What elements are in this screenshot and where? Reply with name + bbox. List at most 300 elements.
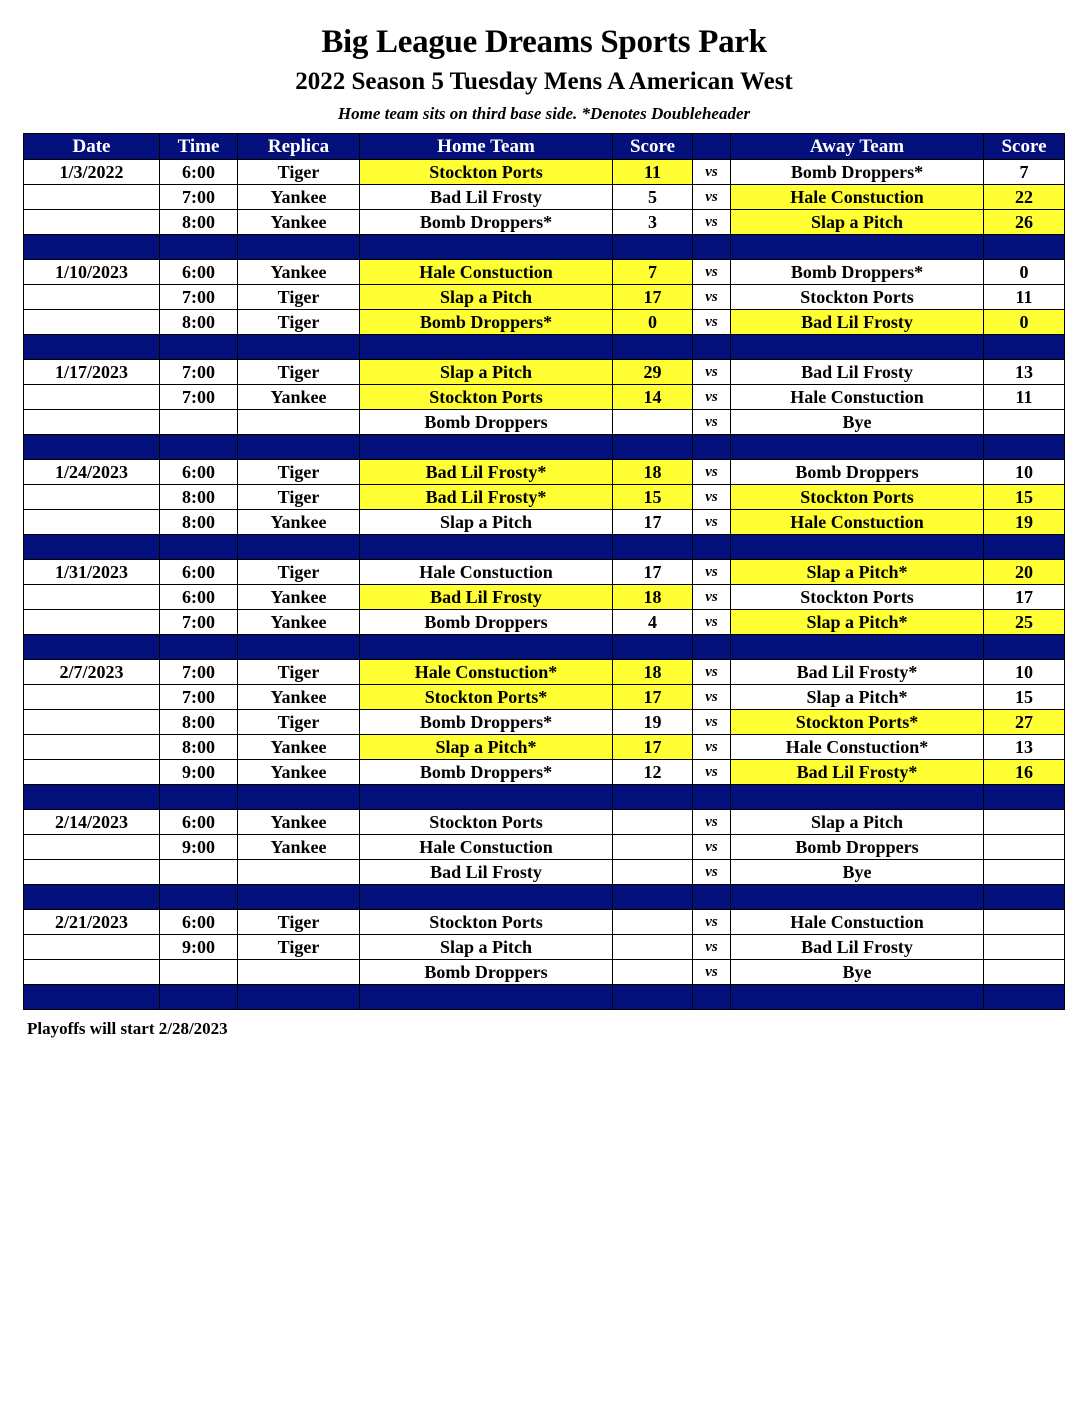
home-team-cell: Stockton Ports	[360, 160, 613, 185]
table-row	[24, 310, 1065, 335]
home-team-cell: Bad Lil Frosty*	[360, 460, 613, 485]
away-team-cell: Hale Constuction	[731, 510, 984, 535]
time-cell: 8:00	[160, 210, 238, 235]
home-team-cell: Hale Constuction	[360, 260, 613, 285]
separator-cell	[360, 435, 613, 460]
separator-cell	[238, 335, 360, 360]
vs-cell: vs	[693, 760, 731, 785]
table-row	[24, 710, 1065, 735]
vs-cell: vs	[693, 660, 731, 685]
table-header-row	[24, 134, 1065, 160]
away-score-cell: 25	[984, 610, 1065, 635]
separator-cell	[160, 785, 238, 810]
date-cell: 2/21/2023	[24, 910, 160, 935]
date-cell	[24, 935, 160, 960]
replica-cell: Yankee	[238, 210, 360, 235]
home-team-cell: Slap a Pitch*	[360, 735, 613, 760]
col-header-time: Time	[160, 134, 238, 160]
home-score-cell: 5	[613, 185, 693, 210]
date-cell	[24, 585, 160, 610]
home-team-cell: Stockton Ports	[360, 910, 613, 935]
time-cell: 6:00	[160, 810, 238, 835]
away-score-cell: 15	[984, 485, 1065, 510]
home-score-cell: 18	[613, 660, 693, 685]
replica-cell: Tiger	[238, 160, 360, 185]
home-score-cell: 18	[613, 460, 693, 485]
table-row	[24, 910, 1065, 935]
home-score-cell	[613, 960, 693, 985]
away-score-cell: 16	[984, 760, 1065, 785]
time-cell: 6:00	[160, 585, 238, 610]
home-team-cell: Bomb Droppers	[360, 410, 613, 435]
home-team-cell: Bad Lil Frosty	[360, 185, 613, 210]
replica-cell: Tiger	[238, 910, 360, 935]
separator-cell	[24, 635, 160, 660]
separator-cell	[693, 535, 731, 560]
away-score-cell: 0	[984, 310, 1065, 335]
home-team-cell: Bad Lil Frosty	[360, 860, 613, 885]
separator-cell	[693, 785, 731, 810]
replica-cell: Tiger	[238, 660, 360, 685]
replica-cell: Tiger	[238, 310, 360, 335]
home-team-cell: Slap a Pitch	[360, 360, 613, 385]
date-cell: 1/24/2023	[24, 460, 160, 485]
home-score-cell: 18	[613, 585, 693, 610]
separator-cell	[160, 235, 238, 260]
table-row	[24, 585, 1065, 610]
separator-cell	[613, 785, 693, 810]
date-cell	[24, 960, 160, 985]
away-team-cell: Bad Lil Frosty	[731, 310, 984, 335]
date-cell: 1/3/2022	[24, 160, 160, 185]
separator-cell	[160, 535, 238, 560]
separator-cell	[731, 785, 984, 810]
separator-cell	[613, 335, 693, 360]
away-team-cell: Bad Lil Frosty*	[731, 760, 984, 785]
home-score-cell	[613, 835, 693, 860]
away-score-cell: 13	[984, 735, 1065, 760]
col-header-away-team: Away Team	[731, 134, 984, 160]
table-row	[24, 410, 1065, 435]
schedule-table	[23, 133, 1065, 1010]
table-row	[24, 810, 1065, 835]
table-row	[24, 835, 1065, 860]
separator-cell	[613, 535, 693, 560]
home-team-cell: Bomb Droppers	[360, 960, 613, 985]
date-cell	[24, 610, 160, 635]
vs-cell: vs	[693, 385, 731, 410]
page-subtitle: 2022 Season 5 Tuesday Mens A American West	[295, 68, 793, 95]
replica-cell: Yankee	[238, 810, 360, 835]
vs-cell: vs	[693, 960, 731, 985]
vs-cell: vs	[693, 735, 731, 760]
date-cell	[24, 185, 160, 210]
separator-cell	[613, 885, 693, 910]
table-row	[24, 460, 1065, 485]
away-team-cell: Bad Lil Frosty	[731, 935, 984, 960]
away-score-cell	[984, 910, 1065, 935]
replica-cell: Tiger	[238, 360, 360, 385]
time-cell: 6:00	[160, 260, 238, 285]
away-score-cell: 0	[984, 260, 1065, 285]
separator-cell	[24, 435, 160, 460]
home-score-cell: 17	[613, 510, 693, 535]
away-team-cell: Bomb Droppers	[731, 835, 984, 860]
col-header-away-score: Score	[984, 134, 1065, 160]
separator-cell	[693, 435, 731, 460]
table-row	[24, 285, 1065, 310]
date-cell	[24, 510, 160, 535]
week-separator-row	[24, 235, 1065, 260]
away-team-cell: Slap a Pitch	[731, 210, 984, 235]
vs-cell: vs	[693, 410, 731, 435]
away-team-cell: Slap a Pitch*	[731, 610, 984, 635]
separator-cell	[160, 635, 238, 660]
away-score-cell: 7	[984, 160, 1065, 185]
week-separator-row	[24, 985, 1065, 1010]
vs-cell: vs	[693, 610, 731, 635]
home-team-cell: Hale Constuction	[360, 560, 613, 585]
time-cell: 7:00	[160, 610, 238, 635]
date-cell	[24, 485, 160, 510]
replica-cell: Yankee	[238, 185, 360, 210]
date-cell: 1/31/2023	[24, 560, 160, 585]
date-cell: 1/17/2023	[24, 360, 160, 385]
date-cell	[24, 760, 160, 785]
separator-cell	[360, 535, 613, 560]
vs-cell: vs	[693, 185, 731, 210]
replica-cell: Yankee	[238, 610, 360, 635]
separator-cell	[693, 235, 731, 260]
home-score-cell: 17	[613, 735, 693, 760]
page-note: Home team sits on third base side. *Denotes Doubleheader	[337, 104, 751, 123]
away-score-cell: 13	[984, 360, 1065, 385]
week-separator-row	[24, 785, 1065, 810]
away-team-cell: Slap a Pitch	[731, 810, 984, 835]
col-header-vs	[693, 134, 731, 160]
schedule-body	[24, 160, 1065, 1010]
away-team-cell: Bomb Droppers	[731, 460, 984, 485]
home-team-cell: Slap a Pitch	[360, 935, 613, 960]
date-cell	[24, 735, 160, 760]
home-team-cell: Hale Constuction	[360, 835, 613, 860]
away-team-cell: Bye	[731, 410, 984, 435]
date-cell	[24, 285, 160, 310]
away-team-cell: Hale Constuction	[731, 910, 984, 935]
home-score-cell: 15	[613, 485, 693, 510]
separator-cell	[360, 635, 613, 660]
away-score-cell: 26	[984, 210, 1065, 235]
away-team-cell: Hale Constuction*	[731, 735, 984, 760]
time-cell: 6:00	[160, 910, 238, 935]
home-score-cell: 11	[613, 160, 693, 185]
separator-cell	[984, 635, 1065, 660]
home-team-cell: Bomb Droppers	[360, 610, 613, 635]
home-team-cell: Bomb Droppers*	[360, 210, 613, 235]
table-row	[24, 260, 1065, 285]
away-score-cell	[984, 860, 1065, 885]
vs-cell: vs	[693, 710, 731, 735]
replica-cell: Tiger	[238, 935, 360, 960]
time-cell: 7:00	[160, 360, 238, 385]
separator-cell	[24, 785, 160, 810]
away-score-cell: 11	[984, 285, 1065, 310]
away-score-cell: 17	[984, 585, 1065, 610]
time-cell: 7:00	[160, 660, 238, 685]
playoffs-note: Playoffs will start 2/28/2023	[27, 1019, 228, 1038]
vs-cell: vs	[693, 310, 731, 335]
away-score-cell	[984, 810, 1065, 835]
page-title: Big League Dreams Sports Park	[321, 24, 767, 60]
replica-cell: Yankee	[238, 760, 360, 785]
table-row	[24, 510, 1065, 535]
time-cell: 6:00	[160, 560, 238, 585]
vs-cell: vs	[693, 485, 731, 510]
separator-cell	[238, 985, 360, 1010]
table-row	[24, 360, 1065, 385]
vs-cell: vs	[693, 210, 731, 235]
separator-cell	[731, 435, 984, 460]
date-cell: 1/10/2023	[24, 260, 160, 285]
separator-cell	[360, 885, 613, 910]
home-score-cell: 17	[613, 685, 693, 710]
separator-cell	[238, 885, 360, 910]
separator-cell	[984, 435, 1065, 460]
week-separator-row	[24, 635, 1065, 660]
vs-cell: vs	[693, 935, 731, 960]
time-cell	[160, 860, 238, 885]
home-team-cell: Stockton Ports	[360, 385, 613, 410]
away-team-cell: Bye	[731, 860, 984, 885]
vs-cell: vs	[693, 285, 731, 310]
separator-cell	[984, 335, 1065, 360]
table-row	[24, 160, 1065, 185]
date-cell	[24, 410, 160, 435]
home-team-cell: Bomb Droppers*	[360, 710, 613, 735]
separator-cell	[360, 335, 613, 360]
separator-cell	[731, 985, 984, 1010]
away-score-cell: 10	[984, 660, 1065, 685]
home-team-cell: Slap a Pitch	[360, 510, 613, 535]
week-separator-row	[24, 435, 1065, 460]
replica-cell	[238, 960, 360, 985]
away-team-cell: Bye	[731, 960, 984, 985]
away-score-cell: 11	[984, 385, 1065, 410]
table-row	[24, 735, 1065, 760]
time-cell: 9:00	[160, 935, 238, 960]
separator-cell	[731, 335, 984, 360]
separator-cell	[238, 635, 360, 660]
col-header-home-score: Score	[613, 134, 693, 160]
away-team-cell: Stockton Ports*	[731, 710, 984, 735]
date-cell	[24, 210, 160, 235]
away-team-cell: Slap a Pitch*	[731, 560, 984, 585]
vs-cell: vs	[693, 260, 731, 285]
replica-cell: Yankee	[238, 385, 360, 410]
home-score-cell: 7	[613, 260, 693, 285]
away-score-cell	[984, 835, 1065, 860]
away-team-cell: Stockton Ports	[731, 585, 984, 610]
separator-cell	[24, 235, 160, 260]
vs-cell: vs	[693, 160, 731, 185]
separator-cell	[238, 785, 360, 810]
vs-cell: vs	[693, 510, 731, 535]
separator-cell	[238, 535, 360, 560]
separator-cell	[693, 635, 731, 660]
away-team-cell: Bad Lil Frosty	[731, 360, 984, 385]
date-cell: 2/14/2023	[24, 810, 160, 835]
separator-cell	[731, 535, 984, 560]
separator-cell	[238, 235, 360, 260]
date-cell	[24, 835, 160, 860]
away-score-cell: 20	[984, 560, 1065, 585]
home-team-cell: Stockton Ports	[360, 810, 613, 835]
vs-cell: vs	[693, 835, 731, 860]
home-score-cell: 14	[613, 385, 693, 410]
time-cell: 8:00	[160, 710, 238, 735]
table-row	[24, 210, 1065, 235]
vs-cell: vs	[693, 810, 731, 835]
separator-cell	[360, 985, 613, 1010]
away-score-cell: 22	[984, 185, 1065, 210]
vs-cell: vs	[693, 860, 731, 885]
vs-cell: vs	[693, 360, 731, 385]
home-score-cell: 4	[613, 610, 693, 635]
separator-cell	[984, 535, 1065, 560]
replica-cell	[238, 410, 360, 435]
home-score-cell	[613, 910, 693, 935]
away-score-cell	[984, 960, 1065, 985]
table-row	[24, 385, 1065, 410]
time-cell: 8:00	[160, 485, 238, 510]
separator-cell	[613, 235, 693, 260]
home-score-cell	[613, 410, 693, 435]
time-cell: 7:00	[160, 185, 238, 210]
separator-cell	[24, 335, 160, 360]
time-cell: 7:00	[160, 385, 238, 410]
col-header-home-team: Home Team	[360, 134, 613, 160]
home-score-cell: 17	[613, 560, 693, 585]
date-cell	[24, 310, 160, 335]
replica-cell: Tiger	[238, 460, 360, 485]
away-team-cell: Stockton Ports	[731, 285, 984, 310]
away-score-cell: 27	[984, 710, 1065, 735]
separator-cell	[984, 885, 1065, 910]
home-score-cell: 19	[613, 710, 693, 735]
col-header-date: Date	[24, 134, 160, 160]
separator-cell	[613, 435, 693, 460]
vs-cell: vs	[693, 585, 731, 610]
table-row	[24, 660, 1065, 685]
replica-cell: Yankee	[238, 260, 360, 285]
replica-cell: Tiger	[238, 285, 360, 310]
replica-cell: Yankee	[238, 585, 360, 610]
replica-cell: Tiger	[238, 710, 360, 735]
home-team-cell: Slap a Pitch	[360, 285, 613, 310]
separator-cell	[160, 335, 238, 360]
home-score-cell: 17	[613, 285, 693, 310]
table-row	[24, 185, 1065, 210]
separator-cell	[731, 235, 984, 260]
replica-cell: Yankee	[238, 835, 360, 860]
date-cell: 2/7/2023	[24, 660, 160, 685]
separator-cell	[613, 635, 693, 660]
separator-cell	[693, 335, 731, 360]
away-score-cell	[984, 935, 1065, 960]
separator-cell	[160, 435, 238, 460]
away-team-cell: Hale Constuction	[731, 185, 984, 210]
home-score-cell	[613, 810, 693, 835]
away-score-cell	[984, 410, 1065, 435]
time-cell: 8:00	[160, 510, 238, 535]
home-team-cell: Bad Lil Frosty	[360, 585, 613, 610]
home-team-cell: Hale Constuction*	[360, 660, 613, 685]
home-score-cell: 29	[613, 360, 693, 385]
time-cell: 6:00	[160, 160, 238, 185]
date-cell	[24, 860, 160, 885]
date-cell	[24, 710, 160, 735]
table-row	[24, 685, 1065, 710]
separator-cell	[984, 785, 1065, 810]
week-separator-row	[24, 335, 1065, 360]
home-score-cell: 3	[613, 210, 693, 235]
time-cell	[160, 410, 238, 435]
table-row	[24, 610, 1065, 635]
separator-cell	[24, 985, 160, 1010]
home-score-cell: 12	[613, 760, 693, 785]
away-team-cell: Bad Lil Frosty*	[731, 660, 984, 685]
time-cell	[160, 960, 238, 985]
home-team-cell: Bomb Droppers*	[360, 310, 613, 335]
date-cell	[24, 385, 160, 410]
replica-cell: Tiger	[238, 485, 360, 510]
vs-cell: vs	[693, 460, 731, 485]
away-team-cell: Bomb Droppers*	[731, 160, 984, 185]
separator-cell	[24, 885, 160, 910]
week-separator-row	[24, 885, 1065, 910]
separator-cell	[984, 985, 1065, 1010]
time-cell: 6:00	[160, 460, 238, 485]
home-score-cell: 0	[613, 310, 693, 335]
vs-cell: vs	[693, 685, 731, 710]
away-score-cell: 15	[984, 685, 1065, 710]
table-row	[24, 860, 1065, 885]
time-cell: 9:00	[160, 835, 238, 860]
table-row	[24, 935, 1065, 960]
table-row	[24, 560, 1065, 585]
date-cell	[24, 685, 160, 710]
replica-cell: Yankee	[238, 510, 360, 535]
separator-cell	[693, 985, 731, 1010]
time-cell: 8:00	[160, 735, 238, 760]
time-cell: 7:00	[160, 285, 238, 310]
away-team-cell: Slap a Pitch*	[731, 685, 984, 710]
separator-cell	[731, 635, 984, 660]
away-score-cell: 19	[984, 510, 1065, 535]
replica-cell	[238, 860, 360, 885]
home-team-cell: Bad Lil Frosty*	[360, 485, 613, 510]
vs-cell: vs	[693, 560, 731, 585]
separator-cell	[160, 885, 238, 910]
table-row	[24, 760, 1065, 785]
time-cell: 8:00	[160, 310, 238, 335]
col-header-replica: Replica	[238, 134, 360, 160]
separator-cell	[360, 235, 613, 260]
separator-cell	[613, 985, 693, 1010]
time-cell: 7:00	[160, 685, 238, 710]
vs-cell: vs	[693, 910, 731, 935]
replica-cell: Tiger	[238, 560, 360, 585]
